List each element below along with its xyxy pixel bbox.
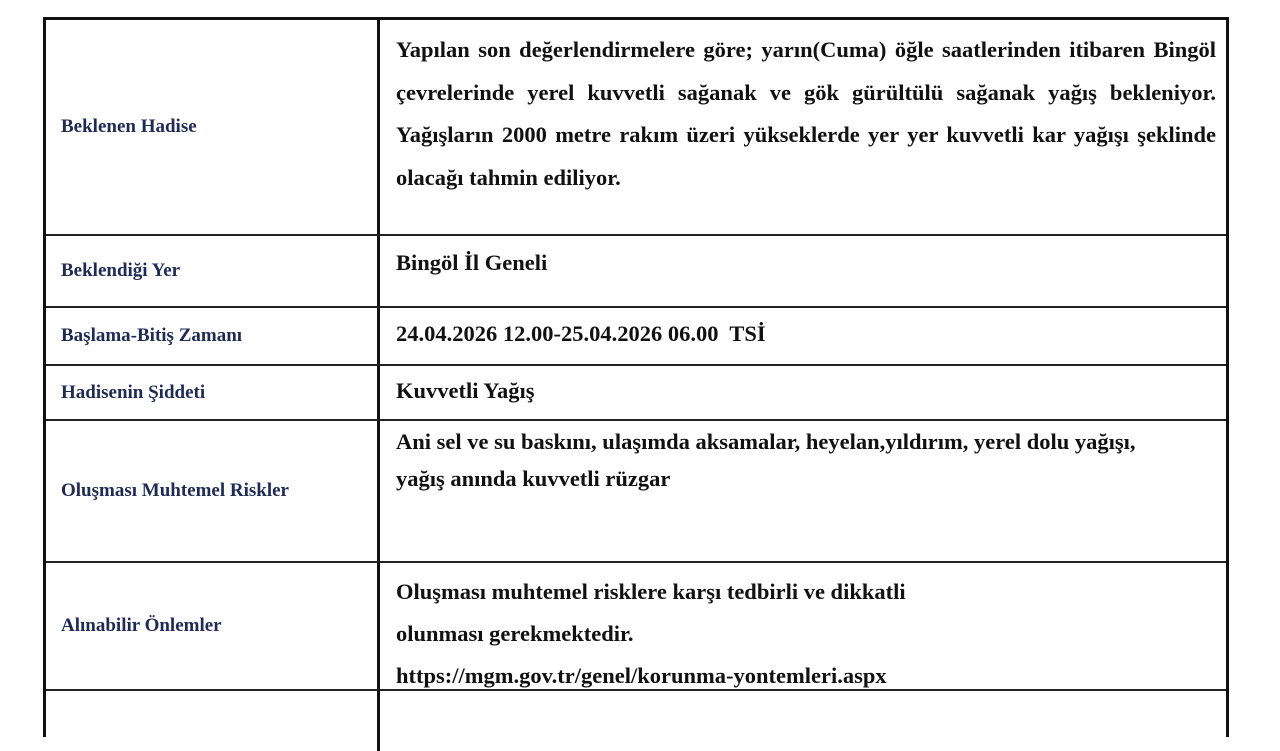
row-value: Ani sel ve su baskını, ulaşımda aksamalar, heyelan,yıldırım, yerel dolu yağışı, yağış anında kuvvetli rüzgar [396, 429, 1147, 491]
row-label-empty [46, 691, 380, 751]
row-value: Oluşması muhtemel risklere karşı tedbirli ve dikkatli olunması gerekmektedir. [396, 579, 906, 646]
row-severity [46, 366, 1226, 421]
row-risks [46, 421, 1226, 563]
row-label: Oluşması Muhtemel Riskler [46, 421, 380, 561]
row-expected-event [46, 20, 1226, 236]
row-value: Yapılan son değerlendirmelere göre; yarın(Cuma) öğle saatlerinden itibaren Bingöl çevrelerinde yerel kuvvetli sağanak ve gök gürültülü sağanak yağış bekleniyor. Yağışların 2000 metre rakım üzeri yükseklerde yer yer kuvvetli kar yağışı şeklinde olacağı tahmin ediliyor. [396, 37, 1216, 190]
row-value: 24.04.2026 12.00-25.04.2026 06.00 TSİ [396, 321, 766, 346]
row-expected-place [46, 236, 1226, 308]
row-start-end-time [46, 308, 1226, 366]
row-label: Beklenen Hadise [46, 20, 380, 234]
row-value: Bingöl İl Geneli [396, 250, 548, 275]
row-empty [46, 691, 1226, 751]
row-label: Başlama-Bitiş Zamanı [46, 308, 380, 364]
row-value: Kuvvetli Yağış [396, 378, 535, 403]
weather-warning-table [43, 17, 1229, 737]
row-label: Alınabilir Önlemler [46, 563, 380, 689]
row-label: Hadisenin Şiddeti [46, 366, 380, 419]
precautions-link[interactable]: https://mgm.gov.tr/genel/korunma-yontemleri.aspx [396, 663, 887, 688]
row-precautions [46, 563, 1226, 691]
row-label: Beklendiği Yer [46, 236, 380, 306]
